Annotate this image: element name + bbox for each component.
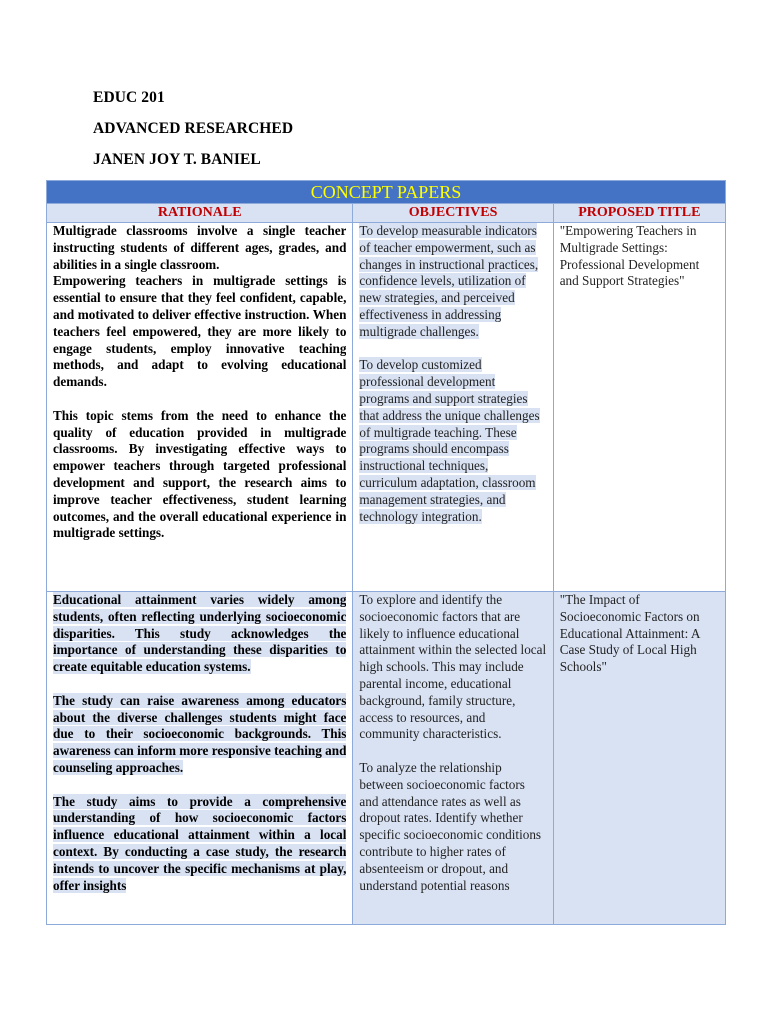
subject-title: ADVANCED RESEARCHED <box>93 120 294 137</box>
rationale-paragraph <box>53 693 346 777</box>
objectives-cell <box>353 223 553 592</box>
rationale-paragraph: Empowering teachers in multigrade settings is essential to ensure that they feel confident, capable, and motivated to deliver effective instruction. When teachers feel empowered, they are more likely to engage students, employ innovative teaching methods, and adapt to evolving educational demands. <box>53 273 347 390</box>
rationale-text: The study can raise awareness among educators about the diverse challenges students might face due to their socioeconomic backgrounds. This awareness can inform more responsive teaching and counseling approaches. <box>53 692 347 775</box>
objective-paragraph <box>359 223 546 341</box>
rationale-cell <box>47 223 353 592</box>
objective-paragraph: To explore and identify the socioeconomic factors that are likely to influence educational attainment within the selected local high schools. This may include parental income, educational background, family structure, access to resources, and community characteristics. <box>359 592 547 742</box>
table-row <box>47 592 726 925</box>
concept-papers-table <box>46 180 726 925</box>
column-header-proposed-title: PROPOSED TITLE <box>553 204 725 223</box>
proposed-title-text: "Empowering Teachers in Multigrade Settings: Professional Development and Support Strategies" <box>559 223 700 289</box>
objective-text: To develop measurable indicators of teacher empowerment, such as changes in instructional practices, confidence levels, utilization of new strategies, and perceived effectiveness in addressing multigrade challenges. <box>359 223 539 339</box>
document-header <box>93 88 293 181</box>
rationale-text: Educational attainment varies widely among students, often reflecting underlying socioeconomic disparities. This study acknowledges the importance of understanding these disparities to create equitable education systems. <box>53 592 347 675</box>
objectives-cell <box>353 592 553 925</box>
rationale-paragraph: This topic stems from the need to enhance the quality of education provided in multigrade classrooms. By investigating effective ways to empower teachers through targeted professional development and support, the research aims to improve teacher effectiveness, student learning outcomes, and the overall educational experience in multigrade settings. <box>53 407 347 541</box>
author-name: JANEN JOY T. BANIEL <box>93 151 261 168</box>
rationale-paragraph <box>53 592 346 676</box>
objective-paragraph: To analyze the relationship between socioeconomic factors and attendance rates as well as dropout rates. Identify whether specific socioeconomic conditions contribute to higher rates of absenteeism or dropout, and understand potential reasons <box>359 759 542 893</box>
table-row <box>47 223 726 592</box>
course-code: EDUC 201 <box>93 89 165 106</box>
proposed-title-text: "The Impact of Socioeconomic Factors on Educational Attainment: A Case Study of Local High Schools" <box>559 592 700 675</box>
rationale-cell <box>47 592 353 925</box>
objective-text: To develop customized professional development programs and support strategies that address the unique challenges of multigrade teaching. These programs should encompass instructional techniques, curriculum adaptation, classroom management strategies, and technology integration. <box>359 357 540 524</box>
column-header-objectives: OBJECTIVES <box>353 204 553 223</box>
column-header-rationale: RATIONALE <box>47 204 353 223</box>
table-title: CONCEPT PAPERS <box>47 181 726 204</box>
rationale-paragraph <box>53 794 346 895</box>
rationale-text: The study aims to provide a comprehensive understanding of how socioeconomic factors influence educational attainment within a local context. By conducting a case study, the research intends to uncover the specific mechanisms at play, offer insights <box>53 793 347 893</box>
proposed-title-cell <box>553 592 725 925</box>
proposed-title-cell <box>553 223 725 592</box>
objective-paragraph <box>359 357 546 525</box>
rationale-paragraph: Multigrade classrooms involve a single teacher instructing students of different ages, grades, and abilities in a single classroom. <box>53 223 347 272</box>
